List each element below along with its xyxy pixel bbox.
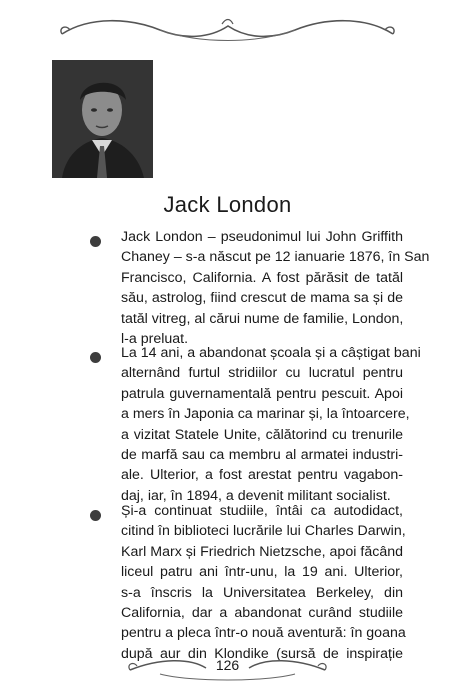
- top-flourish-ornament: [0, 8, 455, 48]
- text-line: după aur din Klondike (sursă de inspirație: [121, 645, 403, 662]
- text-line: a vizitat Statele Unite, călătorind cu trenurile: [121, 426, 403, 443]
- text-line: daj, iar, în 1894, a devenit militant socialist.: [121, 487, 391, 504]
- page-number: 126: [215, 657, 240, 673]
- text-line: California, dar a abandonat curând studiile: [121, 604, 403, 621]
- bullet-point: [90, 510, 101, 521]
- text-line: pentru a pleca într-o nouă aventură: în goana: [121, 625, 406, 642]
- text-line: ale. Ulterior, a fost arestat pentru vagabon-: [121, 467, 403, 484]
- text-line: alternând furtul stridiilor cu lucratul pentru: [121, 365, 403, 382]
- text-line: său, astrolog, fiind crescut de mama sa și de: [121, 290, 403, 307]
- text-line: l-a preluat.: [121, 330, 189, 347]
- paragraph: [121, 227, 430, 349]
- text-line: Francisco, California. A fost părăsit de tatăl: [121, 269, 403, 286]
- text-line: Jack London – pseudonimul lui John Griffith: [121, 229, 403, 245]
- bullet-point: [90, 236, 101, 247]
- paragraph: [121, 343, 421, 506]
- text-line: liceul patru ani într-unu, la 19 ani. Ulterior,: [121, 564, 403, 581]
- paragraph: [121, 501, 406, 664]
- text-line: s-a înscris la Universitatea Berkeley, din: [121, 584, 403, 601]
- author-portrait: [52, 60, 153, 178]
- text-line: La 14 ani, a abandonat școala și a câștigat bani: [121, 345, 421, 361]
- text-line: patrula guvernamentală pentru pescuit. Apoi: [121, 385, 403, 402]
- text-line: a mers în Japonia ca marinar și, la întoarcere,: [121, 406, 410, 423]
- page-title: Jack London: [163, 192, 292, 217]
- bullet-point: [90, 352, 101, 363]
- text-line: Karl Marx și Friedrich Nietzsche, apoi făcând: [121, 543, 403, 560]
- text-line: de marfă sau ca membru al armatei industri-: [121, 446, 403, 463]
- text-line: tatăl vitreg, al cărui nume de familie, London,: [121, 310, 404, 327]
- text-line: Chaney – s-a născut pe 12 ianuarie 1876, în San: [121, 249, 430, 266]
- text-line: Și-a continuat studiile, întâi ca autodidact,: [121, 503, 403, 519]
- text-line: citind în biblioteci lucrările lui Charles Darwin,: [121, 523, 406, 540]
